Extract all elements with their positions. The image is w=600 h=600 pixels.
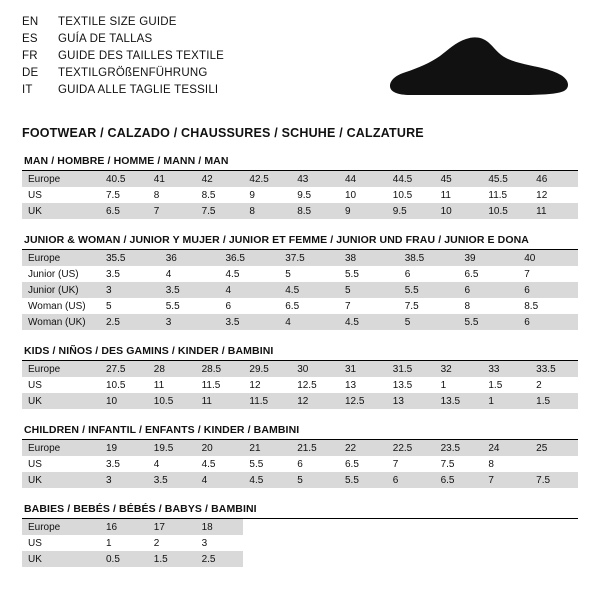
size-cell: 7.5 xyxy=(196,203,244,219)
size-cell: 10.5 xyxy=(387,187,435,203)
size-cell: 1.5 xyxy=(530,393,578,409)
size-cell: 11.5 xyxy=(482,187,530,203)
size-cell xyxy=(339,551,387,567)
size-cell: 21.5 xyxy=(291,440,339,456)
size-cell xyxy=(387,551,435,567)
table-row xyxy=(22,519,578,535)
language-row xyxy=(22,33,352,50)
size-cell: 4 xyxy=(196,472,244,488)
size-cell: 7.5 xyxy=(100,187,148,203)
size-cell xyxy=(482,519,530,535)
size-cell: 11 xyxy=(148,377,196,393)
size-cell: 39 xyxy=(459,250,519,266)
size-cell: 23.5 xyxy=(435,440,483,456)
size-cell: 33.5 xyxy=(530,361,578,377)
size-cell: 5 xyxy=(291,472,339,488)
size-cell xyxy=(530,551,578,567)
size-cell: 36 xyxy=(160,250,220,266)
table-row xyxy=(22,551,578,567)
size-cell: 11 xyxy=(530,203,578,219)
size-cell: 12 xyxy=(243,377,291,393)
size-cell: 10 xyxy=(339,187,387,203)
size-cell: 31.5 xyxy=(387,361,435,377)
size-cell: 4.5 xyxy=(196,456,244,472)
size-cell xyxy=(530,535,578,551)
table-row xyxy=(22,393,578,409)
size-cell: 9 xyxy=(339,203,387,219)
size-cell: 3.5 xyxy=(148,472,196,488)
language-row xyxy=(22,84,352,101)
size-cell: 2.5 xyxy=(100,314,160,330)
size-cell: 7 xyxy=(339,298,399,314)
row-label: US xyxy=(22,456,100,472)
size-cell: 12.5 xyxy=(291,377,339,393)
section-title: CHILDREN / INFANTIL / ENFANTS / KINDER / BAMBINI xyxy=(22,421,578,440)
size-cell: 4 xyxy=(220,282,280,298)
size-cell: 45 xyxy=(435,171,483,187)
size-cell: 13.5 xyxy=(387,377,435,393)
size-section xyxy=(22,342,578,409)
size-cell: 42 xyxy=(196,171,244,187)
size-cell xyxy=(387,535,435,551)
size-cell: 3.5 xyxy=(100,266,160,282)
row-label: UK xyxy=(22,472,100,488)
row-label: Junior (UK) xyxy=(22,282,100,298)
size-cell: 4 xyxy=(148,456,196,472)
size-cell: 1 xyxy=(482,393,530,409)
table-row xyxy=(22,250,578,266)
size-cell: 1.5 xyxy=(482,377,530,393)
language-row xyxy=(22,50,352,67)
table-row xyxy=(22,298,578,314)
size-cell xyxy=(291,551,339,567)
size-cell: 17 xyxy=(148,519,196,535)
size-cell xyxy=(435,535,483,551)
size-cell: 6.5 xyxy=(459,266,519,282)
size-cell: 36.5 xyxy=(220,250,280,266)
size-cell: 6 xyxy=(387,472,435,488)
size-cell: 3.5 xyxy=(220,314,280,330)
size-cell: 6 xyxy=(291,456,339,472)
size-cell: 9 xyxy=(243,187,291,203)
size-cell: 4.5 xyxy=(220,266,280,282)
size-section xyxy=(22,231,578,330)
language-text: GUÍA DE TALLAS xyxy=(58,33,153,45)
size-cell: 4.5 xyxy=(339,314,399,330)
language-code: IT xyxy=(22,84,33,96)
section-title: KIDS / NIÑOS / DES GAMINS / KINDER / BAMBINI xyxy=(22,342,578,361)
size-cell: 5 xyxy=(100,298,160,314)
row-label: Europe xyxy=(22,519,100,535)
section-title: MAN / HOMBRE / HOMME / MANN / MAN xyxy=(22,152,578,171)
size-table xyxy=(22,519,578,567)
size-cell: 24 xyxy=(482,440,530,456)
language-row xyxy=(22,67,352,84)
size-cell: 28 xyxy=(148,361,196,377)
size-cell: 19.5 xyxy=(148,440,196,456)
section-title: BABIES / BEBÉS / BÉBÉS / BABYS / BAMBINI xyxy=(22,500,578,519)
table-row xyxy=(22,535,578,551)
size-cell: 22.5 xyxy=(387,440,435,456)
size-cell: 31 xyxy=(339,361,387,377)
size-cell: 12.5 xyxy=(339,393,387,409)
size-cell xyxy=(435,551,483,567)
row-label: Junior (US) xyxy=(22,266,100,282)
language-text: TEXTILGRÖßENFÜHRUNG xyxy=(58,67,208,79)
document-header xyxy=(22,16,578,108)
size-cell: 35.5 xyxy=(100,250,160,266)
size-cell: 18 xyxy=(196,519,244,535)
size-cell: 22 xyxy=(339,440,387,456)
size-table xyxy=(22,250,578,330)
size-cell xyxy=(387,519,435,535)
language-text: TEXTILE SIZE GUIDE xyxy=(58,16,177,28)
size-section xyxy=(22,421,578,488)
size-cell: 7 xyxy=(148,203,196,219)
size-cell xyxy=(339,535,387,551)
size-cell: 4.5 xyxy=(243,472,291,488)
size-cell: 8 xyxy=(459,298,519,314)
size-cell: 1 xyxy=(435,377,483,393)
language-list xyxy=(22,16,352,101)
size-cell: 3 xyxy=(160,314,220,330)
row-label: US xyxy=(22,535,100,551)
row-label: Europe xyxy=(22,440,100,456)
size-cell: 3 xyxy=(100,282,160,298)
size-tables-container xyxy=(22,152,578,567)
size-cell: 6 xyxy=(518,314,578,330)
size-cell: 10 xyxy=(100,393,148,409)
section-title: JUNIOR & WOMAN / JUNIOR Y MUJER / JUNIOR ET FEMME / JUNIOR UND FRAU / JUNIOR E DONA xyxy=(22,231,578,250)
size-cell: 30 xyxy=(291,361,339,377)
size-cell: 19 xyxy=(100,440,148,456)
table-row xyxy=(22,171,578,187)
size-cell xyxy=(243,551,291,567)
size-cell: 46 xyxy=(530,171,578,187)
size-cell: 7 xyxy=(387,456,435,472)
size-cell: 8.5 xyxy=(196,187,244,203)
size-cell: 11.5 xyxy=(243,393,291,409)
size-cell: 42.5 xyxy=(243,171,291,187)
size-cell: 6.5 xyxy=(339,456,387,472)
size-cell: 11.5 xyxy=(196,377,244,393)
language-code: FR xyxy=(22,50,38,62)
row-label: Woman (UK) xyxy=(22,314,100,330)
size-cell: 1.5 xyxy=(148,551,196,567)
size-cell: 10.5 xyxy=(148,393,196,409)
size-cell: 7.5 xyxy=(399,298,459,314)
size-cell: 2.5 xyxy=(196,551,244,567)
table-row xyxy=(22,314,578,330)
size-cell: 5.5 xyxy=(243,456,291,472)
table-row xyxy=(22,472,578,488)
size-table xyxy=(22,440,578,488)
size-cell: 5 xyxy=(279,266,339,282)
size-cell: 13.5 xyxy=(435,393,483,409)
row-label: Woman (US) xyxy=(22,298,100,314)
size-cell: 5 xyxy=(399,314,459,330)
size-section xyxy=(22,500,578,567)
size-cell: 5.5 xyxy=(399,282,459,298)
size-cell: 9.5 xyxy=(291,187,339,203)
size-cell: 7.5 xyxy=(530,472,578,488)
size-cell: 5.5 xyxy=(459,314,519,330)
size-cell xyxy=(339,519,387,535)
size-cell: 33 xyxy=(482,361,530,377)
size-cell: 16 xyxy=(100,519,148,535)
size-cell: 6.5 xyxy=(279,298,339,314)
size-cell: 8 xyxy=(148,187,196,203)
size-cell: 2 xyxy=(148,535,196,551)
size-cell: 45.5 xyxy=(482,171,530,187)
table-row xyxy=(22,282,578,298)
size-cell: 25 xyxy=(530,440,578,456)
size-cell: 7 xyxy=(518,266,578,282)
size-cell: 3.5 xyxy=(160,282,220,298)
size-cell: 37.5 xyxy=(279,250,339,266)
row-label: UK xyxy=(22,551,100,567)
size-cell xyxy=(291,535,339,551)
size-cell: 10.5 xyxy=(100,377,148,393)
size-cell: 6 xyxy=(399,266,459,282)
size-cell: 6.5 xyxy=(100,203,148,219)
table-row xyxy=(22,266,578,282)
size-table xyxy=(22,361,578,409)
size-cell: 3 xyxy=(100,472,148,488)
size-cell: 1 xyxy=(100,535,148,551)
size-cell: 11 xyxy=(435,187,483,203)
size-cell: 40 xyxy=(518,250,578,266)
table-row xyxy=(22,456,578,472)
size-cell: 13 xyxy=(387,393,435,409)
size-cell: 4 xyxy=(160,266,220,282)
size-table xyxy=(22,171,578,219)
size-section xyxy=(22,152,578,219)
size-cell: 3 xyxy=(196,535,244,551)
row-label: Europe xyxy=(22,361,100,377)
size-cell: 5.5 xyxy=(339,472,387,488)
size-cell: 6.5 xyxy=(435,472,483,488)
size-cell: 13 xyxy=(339,377,387,393)
table-row xyxy=(22,377,578,393)
language-row xyxy=(22,16,352,33)
table-row xyxy=(22,187,578,203)
size-cell: 8 xyxy=(243,203,291,219)
size-cell: 6 xyxy=(518,282,578,298)
size-cell: 10.5 xyxy=(482,203,530,219)
size-cell: 7 xyxy=(482,472,530,488)
size-cell: 28.5 xyxy=(196,361,244,377)
size-cell: 3.5 xyxy=(100,456,148,472)
size-cell xyxy=(243,535,291,551)
row-label: Europe xyxy=(22,171,100,187)
size-cell xyxy=(482,551,530,567)
language-text: GUIDA ALLE TAGLIE TESSILI xyxy=(58,84,219,96)
size-cell: 44.5 xyxy=(387,171,435,187)
size-cell: 44 xyxy=(339,171,387,187)
size-cell: 5 xyxy=(339,282,399,298)
table-row xyxy=(22,440,578,456)
size-cell: 8.5 xyxy=(518,298,578,314)
table-row xyxy=(22,361,578,377)
size-cell: 12 xyxy=(530,187,578,203)
row-label: US xyxy=(22,377,100,393)
language-code: EN xyxy=(22,16,39,28)
dress-shoe-icon xyxy=(382,34,572,104)
size-cell: 43 xyxy=(291,171,339,187)
size-cell: 4.5 xyxy=(279,282,339,298)
footwear-title: FOOTWEAR / CALZADO / CHAUSSURES / SCHUHE / CALZATURE xyxy=(22,126,424,140)
size-cell: 41 xyxy=(148,171,196,187)
size-cell: 12 xyxy=(291,393,339,409)
size-cell: 0.5 xyxy=(100,551,148,567)
size-cell: 10 xyxy=(435,203,483,219)
size-cell xyxy=(435,519,483,535)
size-cell: 20 xyxy=(196,440,244,456)
row-label: Europe xyxy=(22,250,100,266)
size-cell: 40.5 xyxy=(100,171,148,187)
size-cell: 2 xyxy=(530,377,578,393)
size-cell: 6 xyxy=(220,298,280,314)
language-code: ES xyxy=(22,33,38,45)
size-cell: 6 xyxy=(459,282,519,298)
row-label: UK xyxy=(22,393,100,409)
size-cell: 8.5 xyxy=(291,203,339,219)
size-cell xyxy=(243,519,291,535)
size-cell: 38.5 xyxy=(399,250,459,266)
size-cell: 9.5 xyxy=(387,203,435,219)
size-cell: 21 xyxy=(243,440,291,456)
size-cell: 38 xyxy=(339,250,399,266)
language-code: DE xyxy=(22,67,39,79)
size-cell: 5.5 xyxy=(160,298,220,314)
size-cell: 8 xyxy=(482,456,530,472)
size-cell: 7.5 xyxy=(435,456,483,472)
size-cell: 27.5 xyxy=(100,361,148,377)
size-cell xyxy=(530,456,578,472)
size-cell: 11 xyxy=(196,393,244,409)
row-label: US xyxy=(22,187,100,203)
size-cell: 32 xyxy=(435,361,483,377)
row-label: UK xyxy=(22,203,100,219)
size-cell xyxy=(291,519,339,535)
table-row xyxy=(22,203,578,219)
size-cell: 4 xyxy=(279,314,339,330)
size-cell: 5.5 xyxy=(339,266,399,282)
language-text: GUIDE DES TAILLES TEXTILE xyxy=(58,50,225,62)
size-cell: 29.5 xyxy=(243,361,291,377)
size-cell xyxy=(482,535,530,551)
size-cell xyxy=(530,519,578,535)
